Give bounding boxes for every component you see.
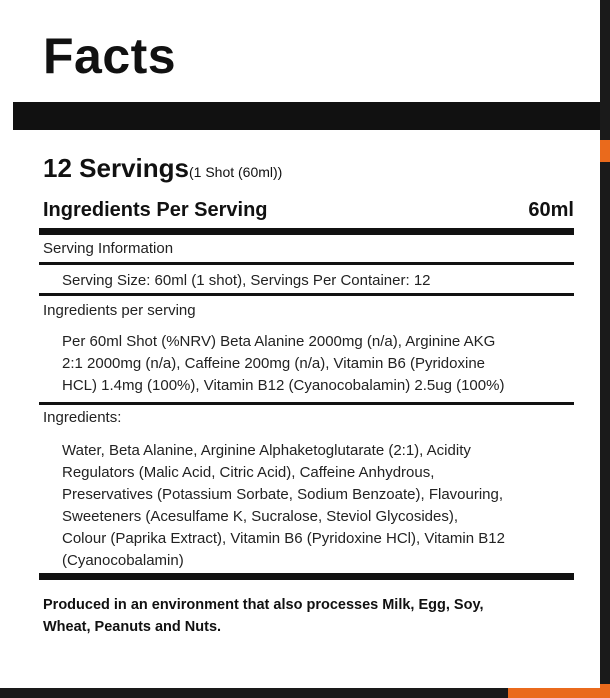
page-title: Facts xyxy=(43,28,177,84)
ingredients-per-serving-section-label: Ingredients per serving xyxy=(43,302,196,319)
ingredients-per-serving-row xyxy=(43,196,574,224)
allergen-line: Produced in an environment that also processes Milk, Egg, Soy, xyxy=(43,597,484,613)
title-divider-band xyxy=(13,102,600,130)
allergen-note xyxy=(43,594,583,638)
servings-count: 12 Servings xyxy=(43,153,189,183)
text-line: Water, Beta Alanine, Arginine Alphaketoglutarate (2:1), Acidity xyxy=(62,442,471,459)
serving-info-label: Serving Information xyxy=(43,240,174,257)
text-line: Regulators (Malic Acid, Citric Acid), Caffeine Anhydrous, xyxy=(62,464,435,481)
text-line: Sweeteners (Acesulfame K, Sucralose, Steviol Glycosides), xyxy=(62,508,458,525)
divider xyxy=(39,262,574,265)
text-line: (Cyanocobalamin) xyxy=(62,552,184,569)
divider-thick xyxy=(39,228,574,235)
ingredients-section-label: Ingredients: xyxy=(43,409,122,426)
ingredients-per-serving-text xyxy=(62,331,574,397)
divider-thick xyxy=(39,573,574,580)
divider xyxy=(39,402,574,405)
text-line: 2:1 2000mg (n/a), Caffeine 200mg (n/a), Vitamin B6 (Pyridoxine xyxy=(62,355,486,372)
orange-accent-top xyxy=(600,140,610,162)
text-line: HCL) 1.4mg (100%), Vitamin B12 (Cyanocobalamin) 2.5ug (100%) xyxy=(62,377,505,394)
serving-size-note: (1 Shot (60ml)) xyxy=(188,164,283,180)
serving-info-line: Serving Size: 60ml (1 shot), Servings Per Container: 12 xyxy=(62,272,431,289)
text-line: Preservatives (Potassium Sorbate, Sodium Benzoate), Flavouring, xyxy=(62,486,504,503)
servings-heading xyxy=(43,150,282,191)
ingredients-per-serving-label: Ingredients Per Serving xyxy=(43,198,268,221)
text-line: Per 60ml Shot (%NRV) Beta Alanine 2000mg (n/a), Arginine AKG xyxy=(62,333,496,350)
serving-info-text xyxy=(62,270,574,292)
serving-amount: 60ml xyxy=(528,198,574,221)
allergen-line: Wheat, Peanuts and Nuts. xyxy=(43,619,222,635)
divider xyxy=(39,293,574,296)
text-line: Colour (Paprika Extract), Vitamin B6 (Pyridoxine HCl), Vitamin B12 xyxy=(62,530,505,547)
ingredients-text xyxy=(62,440,574,572)
